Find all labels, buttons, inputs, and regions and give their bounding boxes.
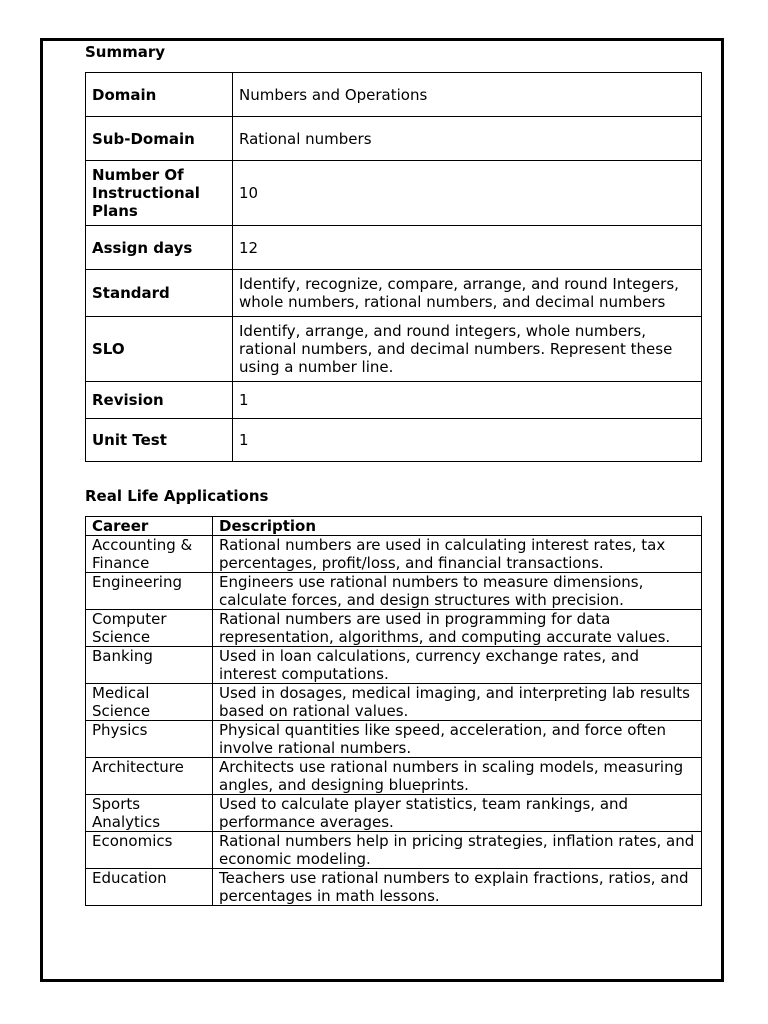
description-cell: Rational numbers help in pricing strategies, inflation rates, and economic modeling. [213,832,702,869]
summary-row-assign-days [86,226,702,270]
description-cell: Used in dosages, medical imaging, and interpreting lab results based on rational values. [213,684,702,721]
table-row [86,869,702,906]
summary-label: Domain [86,73,233,117]
summary-row-unit-test [86,419,702,462]
career-cell: Architecture [86,758,213,795]
table-row [86,832,702,869]
summary-label: Assign days [86,226,233,270]
description-cell: Used to calculate player statistics, team rankings, and performance averages. [213,795,702,832]
table-row [86,795,702,832]
table-row [86,758,702,795]
summary-label: Revision [86,382,233,419]
table-row [86,684,702,721]
summary-value: 10 [233,161,702,226]
summary-value: 1 [233,419,702,462]
summary-row-sub-domain [86,117,702,161]
description-cell: Architects use rational numbers in scaling models, measuring angles, and designing blueprints. [213,758,702,795]
career-cell: Sports Analytics [86,795,213,832]
career-cell: Accounting & Finance [86,536,213,573]
career-cell: Physics [86,721,213,758]
summary-value: Numbers and Operations [233,73,702,117]
table-row [86,536,702,573]
applications-header-row [86,517,702,536]
career-cell: Banking [86,647,213,684]
applications-title: Real Life Applications [85,487,269,505]
table-row [86,573,702,610]
summary-row-revision [86,382,702,419]
description-cell: Physical quantities like speed, acceleration, and force often involve rational numbers. [213,721,702,758]
description-cell: Used in loan calculations, currency exchange rates, and interest computations. [213,647,702,684]
summary-row-standard [86,270,702,317]
summary-row-instructional-plans [86,161,702,226]
summary-label: Unit Test [86,419,233,462]
summary-row-domain [86,73,702,117]
summary-table [85,72,702,462]
description-cell: Rational numbers are used in calculating interest rates, tax percentages, profit/loss, and financial transactions. [213,536,702,573]
summary-title: Summary [85,43,166,61]
table-row [86,610,702,647]
career-cell: Economics [86,832,213,869]
career-cell: Computer Science [86,610,213,647]
summary-label: Standard [86,270,233,317]
career-header: Career [86,517,213,536]
summary-value: 1 [233,382,702,419]
description-cell: Rational numbers are used in programming for data representation, algorithms, and computing accurate values. [213,610,702,647]
career-cell: Medical Science [86,684,213,721]
summary-value: 12 [233,226,702,270]
description-cell: Teachers use rational numbers to explain fractions, ratios, and percentages in math lessons. [213,869,702,906]
applications-table [85,516,702,906]
summary-row-slo [86,317,702,382]
description-header: Description [213,517,702,536]
career-cell: Education [86,869,213,906]
table-row [86,647,702,684]
summary-label: SLO [86,317,233,382]
table-row [86,721,702,758]
description-cell: Engineers use rational numbers to measure dimensions, calculate forces, and design structures with precision. [213,573,702,610]
summary-value: Rational numbers [233,117,702,161]
career-cell: Engineering [86,573,213,610]
summary-value: Identify, recognize, compare, arrange, and round Integers, whole numbers, rational numbers, and decimal numbers [233,270,702,317]
summary-label: Sub-Domain [86,117,233,161]
summary-value: Identify, arrange, and round integers, whole numbers, rational numbers, and decimal numbers. Represent these using a number line. [233,317,702,382]
summary-label: Number Of Instructional Plans [86,161,233,226]
